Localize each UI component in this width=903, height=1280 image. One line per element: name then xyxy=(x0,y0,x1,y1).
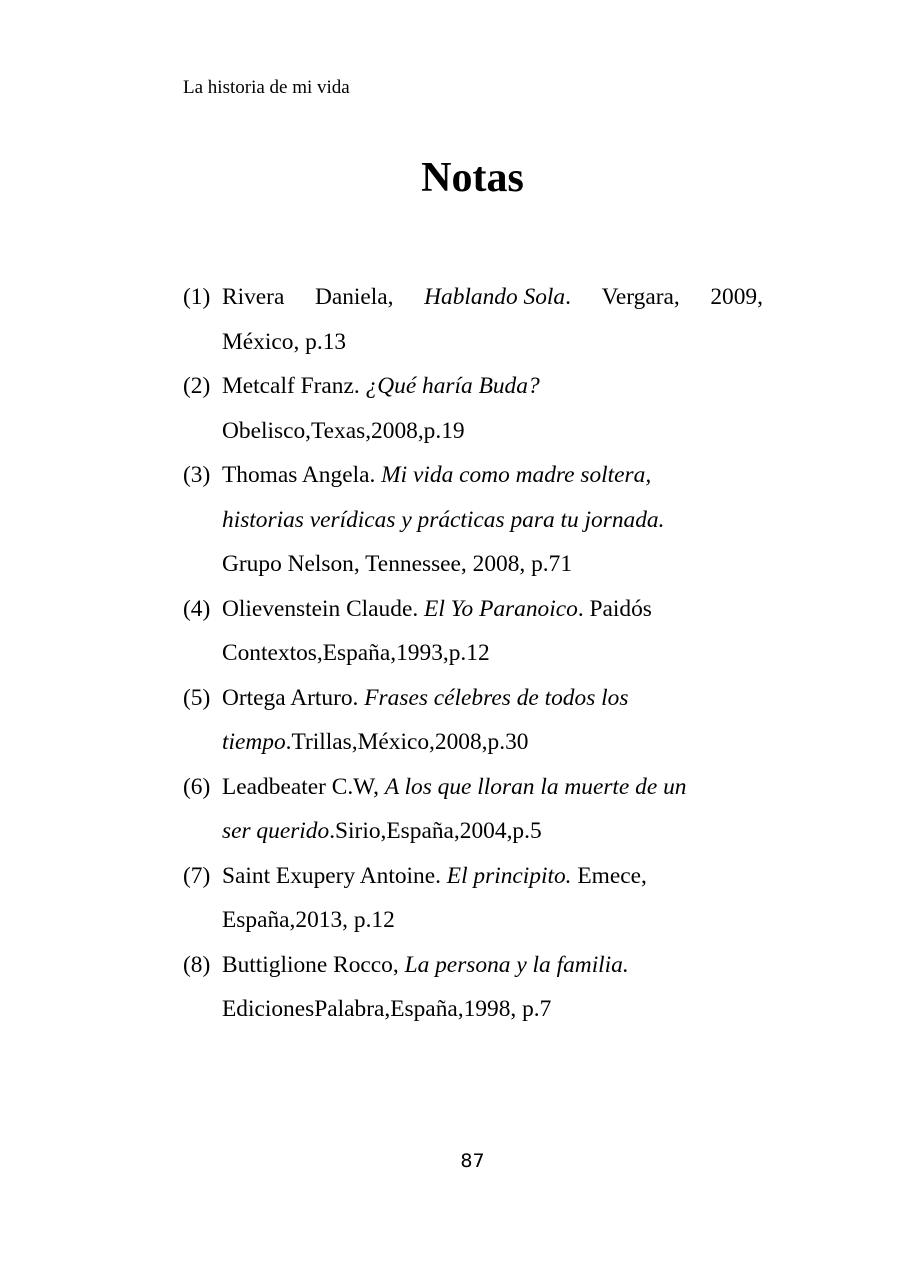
page-title: Notas xyxy=(421,155,524,201)
note-item xyxy=(183,765,763,854)
note-item xyxy=(183,364,763,453)
note-text xyxy=(222,275,763,364)
note-number: (3) xyxy=(183,462,211,488)
note-line xyxy=(222,854,763,899)
note-line: México, p.13 xyxy=(222,328,347,355)
note-number: (4) xyxy=(183,595,211,622)
note-publisher: . Paidós xyxy=(577,595,652,622)
note-number: (2) xyxy=(183,373,211,399)
note-title: tiempo xyxy=(222,729,286,755)
note-text xyxy=(222,676,763,765)
note-publisher: .Sirio,España,2004,p.5 xyxy=(329,818,542,844)
note-title-wrap xyxy=(424,275,571,320)
note-text xyxy=(222,453,763,587)
note-title: ¿Qué haría Buda? xyxy=(365,373,540,399)
note-item xyxy=(183,453,763,587)
note-word: Rivera xyxy=(222,284,285,310)
note-text xyxy=(222,943,763,1032)
note-number: (6) xyxy=(183,773,211,800)
note-line xyxy=(222,943,763,988)
note-title: A los que lloran la muerte de un xyxy=(384,773,687,800)
note-item xyxy=(183,943,763,1032)
note-line xyxy=(222,720,763,765)
notes-list xyxy=(183,275,763,1032)
note-text xyxy=(222,765,763,854)
note-line xyxy=(222,587,763,632)
note-punct: . xyxy=(565,284,571,310)
note-title: El Yo Paranoico xyxy=(424,595,578,622)
note-title: Mi vida como madre soltera, xyxy=(381,462,652,488)
note-word: 2009, xyxy=(710,284,763,310)
note-publisher: Emece, xyxy=(571,862,647,889)
running-header: La historia de mi vida xyxy=(183,77,350,98)
note-text xyxy=(222,364,763,453)
note-title: El principito. xyxy=(446,862,572,889)
note-line: Grupo Nelson, Tennessee, 2008, p.71 xyxy=(222,551,573,577)
note-item xyxy=(183,676,763,765)
note-number: (7) xyxy=(183,862,211,889)
note-author: Saint Exupery Antoine. xyxy=(222,862,447,889)
note-author: Buttiglione Rocco, xyxy=(222,951,405,978)
note-line xyxy=(222,765,763,810)
note-line: EdicionesPalabra,España,1998, p.7 xyxy=(222,996,552,1022)
note-title: La persona y la familia. xyxy=(404,951,629,978)
note-title: Hablando Sola xyxy=(424,284,566,310)
page-number: 87 xyxy=(460,1150,485,1172)
note-word: Vergara, xyxy=(601,284,680,310)
note-text xyxy=(222,854,763,943)
note-title: ser querido xyxy=(222,818,330,844)
note-author: Thomas Angela. xyxy=(222,462,382,488)
note-line: Obelisco,Texas,2008,p.19 xyxy=(222,417,465,444)
note-item xyxy=(183,275,763,364)
note-line xyxy=(222,453,763,498)
note-word: Daniela, xyxy=(314,284,394,310)
note-line: España,2013, p.12 xyxy=(222,907,395,933)
note-number: (5) xyxy=(183,684,211,711)
note-number: (1) xyxy=(183,284,211,310)
note-author: Metcalf Franz. xyxy=(222,373,366,399)
note-line xyxy=(222,275,763,320)
note-author: Ortega Arturo. xyxy=(222,684,365,711)
note-author: Olievenstein Claude. xyxy=(222,595,425,622)
note-number: (8) xyxy=(183,951,211,978)
note-line: Contextos,España,1993,p.12 xyxy=(222,640,490,666)
note-item xyxy=(183,587,763,676)
note-title-line: historias verídicas y prácticas para tu jornada. xyxy=(222,506,665,533)
note-text xyxy=(222,587,763,676)
note-line xyxy=(222,676,763,721)
note-item xyxy=(183,854,763,943)
note-title: Frases célebres de todos los xyxy=(364,684,629,711)
note-line xyxy=(222,809,763,854)
note-author: Leadbeater C.W, xyxy=(222,773,385,800)
note-line xyxy=(222,364,763,409)
note-publisher: .Trillas,México,2008,p.30 xyxy=(285,729,529,755)
